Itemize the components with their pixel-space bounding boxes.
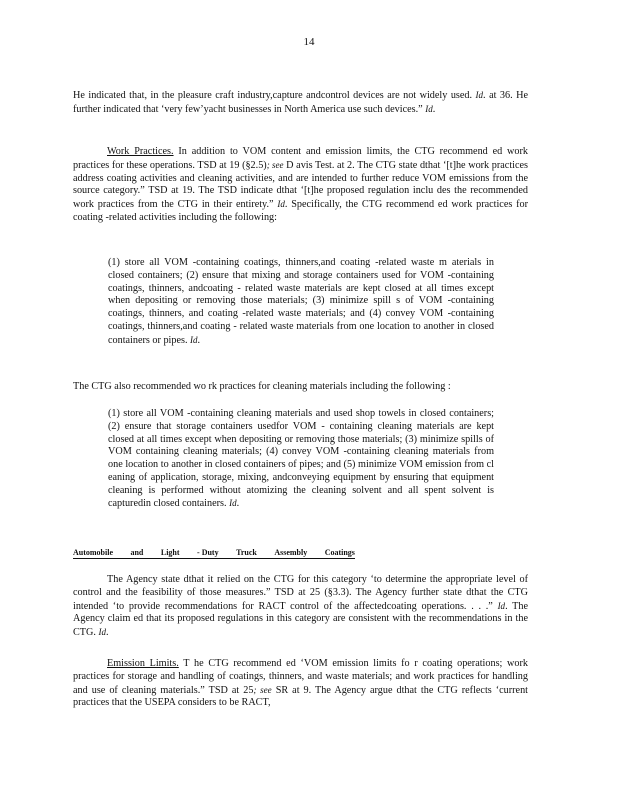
paragraph-work-practices: [73, 146, 528, 225]
p1-text2: . at 36. He further indicated that ‘very few’yacht businesses in North America use such devices.”: [73, 90, 529, 115]
p5-text: T he CTG recommend ed ‘VOM emission limits fo r coating operations; work practices for storage and handling of coatings, thinners, and waste materials; and work practices for handling and use of cleaning materials.” TSD at 25: [73, 658, 528, 696]
p2-text2: D avis Test. at 2. The CTG state dthat ‘[t]he work practices address coating activities and cleaning activities, and are intended to further reduce VOM emissions from the source category.” TSD at 19. The TSD indicate dthat ‘[t]he proposed regulation inclu des the recommended work practices from the CTG in their entirety.”: [73, 159, 528, 210]
p2-text3: . Specifically, the CTG recommend ed work practices for coating -related activities including the following:: [73, 199, 528, 223]
heading-word: and: [130, 548, 144, 557]
p2-see: ; see: [266, 159, 284, 170]
p2-cite: Id: [277, 199, 285, 209]
heading-word: Light: [160, 548, 180, 557]
heading-word: Automobile: [73, 548, 113, 557]
q2-text: (1) store all VOM -containing cleaning materials and used shop towels in closed containers; (2) ensure that storage containers usedfor VOM - containing cleaning materials are kept closed at all times except when depositing or removing those materials; (3) minimize spills of VOM containing cleaning materials; (4) convey VOM -containing cleaning materials from one location to another in closed containers of pipes; and (5) minimize VOM emission from cl eaning of application, storage, mixing, andconveying equipment by ensuring that equipment cleaning is performed without atomizing the cleaning solvent and all spent solvent is capturedin closed containers.: [108, 408, 494, 510]
p3-text: The CTG also recommended wo rk practices for cleaning materials including the following :: [73, 381, 451, 392]
q1-cite: Id: [190, 334, 198, 345]
p4-text2: . The Agency claim ed that its proposed regulations in this category are consistent with the recommendations in the CTG.: [73, 600, 528, 638]
heading-word: Truck: [236, 548, 257, 557]
p4-text3: .: [105, 627, 109, 638]
block-quote-cleaning-practices: [108, 408, 494, 511]
p5-see: ; see: [253, 684, 272, 695]
p4-cite2: Id: [98, 627, 106, 637]
p1-text: He indicated that, in the pleasure craft industry,capture andcontrol devices are not widely used.: [73, 90, 473, 101]
p1-text3: .: [432, 103, 436, 115]
p1-cite: Id: [475, 90, 484, 100]
q2-cite: Id: [229, 498, 237, 509]
heading-word: - Duty: [197, 548, 219, 557]
work-practices-heading: Work Practices.: [107, 146, 174, 157]
p1-cite2: Id: [425, 103, 433, 114]
heading-word: Coatings: [324, 548, 355, 557]
q2-end: .: [236, 498, 240, 510]
p2-text: In addition to VOM content and emission limits, the CTG recommend ed work practices for these operations. TSD at 19 (§2.5): [73, 146, 528, 171]
heading-word: Assembly: [274, 548, 308, 557]
p4-cite: Id: [497, 600, 506, 611]
paragraph-agency-ctg: [73, 574, 528, 640]
paragraph-cleaning-materials: [73, 381, 528, 394]
block-quote-coating-practices: [108, 257, 494, 347]
p4-text: The Agency state dthat it relied on the CTG for this category ‘to determine the appropriate level of control and the feasibility of those measures.” TSD at 25 (§3.3). The Agency further state dthat the CTG intended ‘to provide recommendations for RACT control of the affectedcoating operations. . . .”: [73, 574, 528, 612]
paragraph-pleasure-craft: [73, 89, 528, 117]
p5-text2: SR at 9. The Agency argue dthat the CTG reflects ‘current practices that the USEPA considers to be RACT,: [73, 684, 528, 709]
page-number: 14: [303, 36, 315, 48]
paragraph-emission-limits: [73, 658, 528, 710]
section-heading-automobile: [73, 548, 355, 559]
q1-end: .: [197, 334, 201, 346]
emission-limits-heading: Emission Limits.: [107, 658, 179, 669]
q1-text: (1) store all VOM -containing coatings, thinners,and coating -related waste m aterials in closed containers; (2) ensure that mixing and storage containers used for VOM -containing coatings, thinners, andcoating - related waste materials are kept closed at all times except when depositing or removing those materials; (3) minimize spill s of VOM -containing coatings, thinners, and coating -related waste materials; and (4) convey VOM -containing coatings, thinners,and coating - related waste materials from one location to another in closed containers or pipes.: [108, 257, 494, 346]
